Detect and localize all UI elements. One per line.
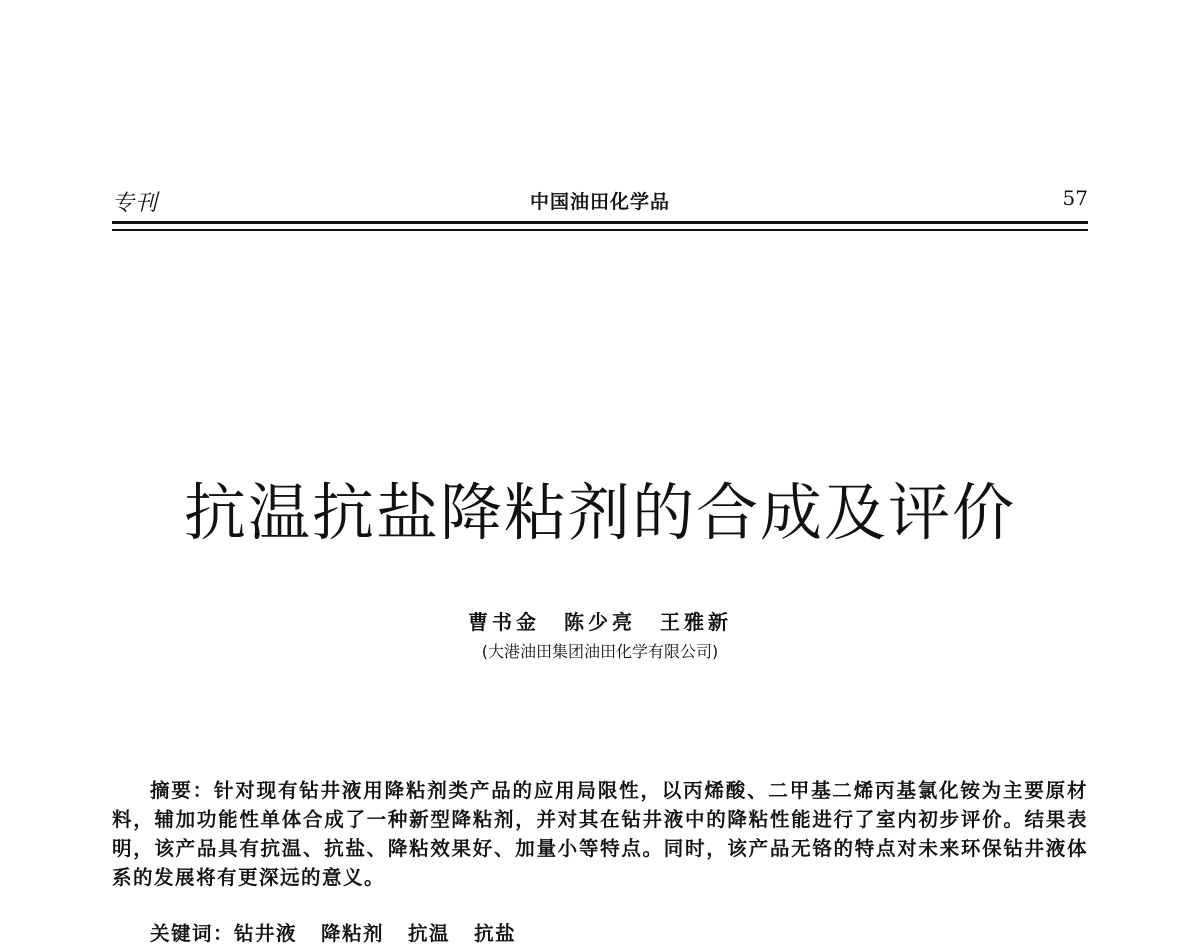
keywords-label: 关键词： [150,922,235,945]
keyword: 钻井液 [234,922,298,945]
abstract-text: 针对现有钻井液用降粘剂类产品的应用局限性，以丙烯酸、二甲基二烯丙基氯化铵为主要原材料，辅加功能性单体合成了一种新型降粘剂，并对其在钻井液中的降粘性能进行了室内初步评价。结果表明，该产品具有抗温、抗盐、降粘效果好、加量小等特点。同时，该产品无铬的特点对未来环保钻井液体系的发展将有更深远的意义。 [112,779,1088,889]
keyword: 降粘剂 [321,922,385,945]
abstract [112,776,1088,892]
keywords [150,918,540,946]
keyword: 抗盐 [474,922,517,945]
header-rule-thick [112,221,1088,224]
keyword: 抗温 [408,922,451,945]
header-rule-thin [112,229,1088,231]
running-head [112,184,1088,214]
page-number: 57 [1062,186,1088,210]
abstract-label: 摘要： [150,779,214,802]
author-list: 曹书金 陈少亮 王雅新 [468,610,732,634]
article-title: 抗温抗盐降粘剂的合成及评价 [183,476,1016,549]
affiliation: (大港油田集团油田化学有限公司) [481,642,719,661]
journal-name: 中国油田化学品 [529,191,670,213]
section-label: 专刊 [112,191,159,216]
